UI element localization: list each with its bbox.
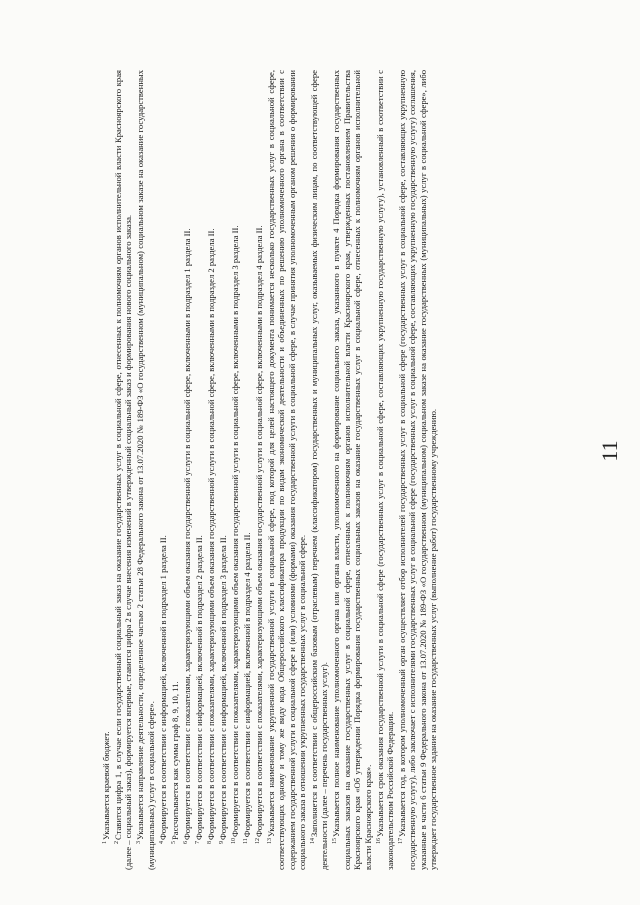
footnote-mark: 8	[206, 841, 213, 844]
footnote-text: Формируется в соответствии с показателями, характеризующими объем оказания государственной услуги в социальной сфере, включенными в подраздел 4 раздела II.	[253, 225, 264, 837]
footnote-mark: 13	[266, 838, 273, 844]
footnote-text: Формируется в соответствии с информацией, включенной в подраздел 1 раздела II.	[157, 535, 168, 840]
footnote-mark: 1	[102, 841, 108, 844]
footnote	[253, 70, 264, 870]
footnote-text: Формируется в соответствии с информацией, включенной в подраздел 3 раздела II.	[217, 535, 228, 840]
footnote-mark: 3	[136, 841, 143, 844]
footnote	[308, 70, 330, 870]
footnote-text: Формируется в соответствии с информацией, включенной в подраздел 2 раздела II.	[193, 535, 204, 840]
footnote-mark: 17	[398, 838, 405, 844]
footnote	[134, 70, 156, 870]
footnote-text: Формируется в соответствии с показателями, характеризующими объем оказания государственной услуги в социальной сфере, включенными в подраздел 2 раздела II.	[205, 228, 216, 840]
footnote-text: Ставится цифра 1, в случае если государственный социальный заказ на оказание государственных услуг в социальной сфере, отнесенных к полномочиям органов исполнительной власти Красноярского края (далее – социальный заказ), формируется впервые, ставится цифра 2 в случае внесения изменений в утвержденный социальный заказ и формирования нового социального заказа.	[113, 70, 134, 870]
footnote-text: Указывается направление деятельности, определенное частью 2 статьи 28 Федерального закона от 13.07.2020 № 189-ФЗ «О государственном (муниципальном) социальном заказе на оказание государственных (муниципальных) услуг в социальной сфере».	[135, 70, 156, 870]
footnote	[205, 70, 216, 870]
footnote-text: Указывается срок оказания государственной услуги в социальной сфере (государственных услуг в социальной сфере, составляющих укрупненную государственную услугу), установленный в соответствии с законодательством Российской Федерации.	[374, 70, 396, 870]
footnote-mark: 11	[242, 838, 249, 844]
footnote-mark: 14	[310, 838, 317, 844]
footnote-mark: 10	[230, 838, 237, 844]
footnote-mark: 4	[158, 841, 165, 844]
footnote	[193, 70, 204, 870]
footnote-mark: 6	[182, 841, 189, 844]
footnote	[112, 70, 134, 870]
footnote-text: Формируется в соответствии с показателями, характеризующими объем оказания государственной услуги в социальной сфере, включенными в подраздел 3 раздела II.	[229, 225, 240, 837]
footnote-text: Указывается полное наименование уполномоченного органа или органа власти, уполномоченного на формирование социального заказа, указанного в пункте 4 Порядка формирования государственных социальных заказов на оказание государственных услуг в социальной сфере, отнесенных к полномочиям органов исполнительной власти Красноярского края, утвержденных постановлением Правительства Красноярского края «Об утверждении Порядка формирования государственных социальных заказов на оказание государственных услуг в социальной сфере, отнесенных к полномочиям органов исполнительной власти Красноярского края».	[331, 70, 373, 870]
footnote	[374, 70, 396, 870]
footnote-mark: 5	[170, 841, 177, 844]
footnote	[229, 70, 240, 870]
footnote-mark: 9	[218, 841, 225, 844]
footnote	[100, 70, 111, 870]
footnotes-block	[100, 70, 540, 870]
footnote-text: Формируется в соответствии с информацией, включенной в подраздел 4 раздела II.	[241, 532, 252, 838]
footnote	[157, 70, 168, 870]
footnote	[396, 70, 439, 870]
footnote-mark: 12	[254, 838, 261, 844]
footnote-mark: 15	[332, 838, 339, 844]
footnote	[241, 70, 252, 870]
footnote-mark: 7	[194, 841, 201, 844]
footnote	[169, 70, 180, 870]
footnote-mark: 2	[114, 841, 120, 844]
footnote-text: Рассчитывается как сумма граф 8, 9, 10, 11.	[169, 681, 180, 840]
footnote-text: Заполняется в соответствии с общероссийским базовым (отраслевым) перечнем (классификатором) государственных и муниципальных услуг, оказываемых физическим лицам, по соответствующей сфере деятельности (далее – перечень государственных услуг).	[309, 70, 330, 870]
footnote	[330, 70, 373, 870]
footnote	[181, 70, 192, 870]
footnote	[265, 70, 308, 870]
page-number: 11	[597, 440, 622, 462]
footnote-text: Указывается год, в котором уполномоченный орган осуществляет отбор исполнителей государственных услуг в социальной сфере (государственных услуг в социальной сфере, составляющих укрупненную государственную услугу), либо заключает с исполнителями государственных услуг в социальной сфере (государственных услуг в социальной сфере, составляющих укрупненную государственную услугу) соглашения, указанные в части 6 статьи 9 Федерального закона от 13.07.2020 № 189-ФЗ «О государственном (муниципальном) социальном заказе на оказание государственных (муниципальных) услуг в социальной сфере», либо утверждает государственное задание на оказание государственных услуг (выполнение работ) государственному учреждению.	[397, 70, 439, 870]
footnote-text: Указывается краевой бюджет.	[101, 731, 111, 840]
footnote-mark: 16	[375, 838, 382, 844]
footnote-text: Указывается наименование укрупненной государственной услуги в социальной сфере, под которой для целей настоящего документа понимается несколько государственных услуг в социальной сфере, соответствующих одному и тому же виду кода Общероссийского классификатора продукции по видам экономической деятельности и объединенных по решению уполномоченного органа в соответствии с содержанием государственной услуги в социальной сфере и (или) условиями (формами) оказания государственной услуги в социальной сфере, в случае принятия уполномоченным органом решения о формировании социального заказа в отношении укрупненных государственных услуг в социальной сфере.	[265, 70, 308, 870]
footnote	[217, 70, 228, 870]
footnote-text: Формируется в соответствии с показателями, характеризующими объем оказания государственной услуги в социальной сфере, включенными в подраздел 1 раздела II.	[181, 228, 192, 840]
